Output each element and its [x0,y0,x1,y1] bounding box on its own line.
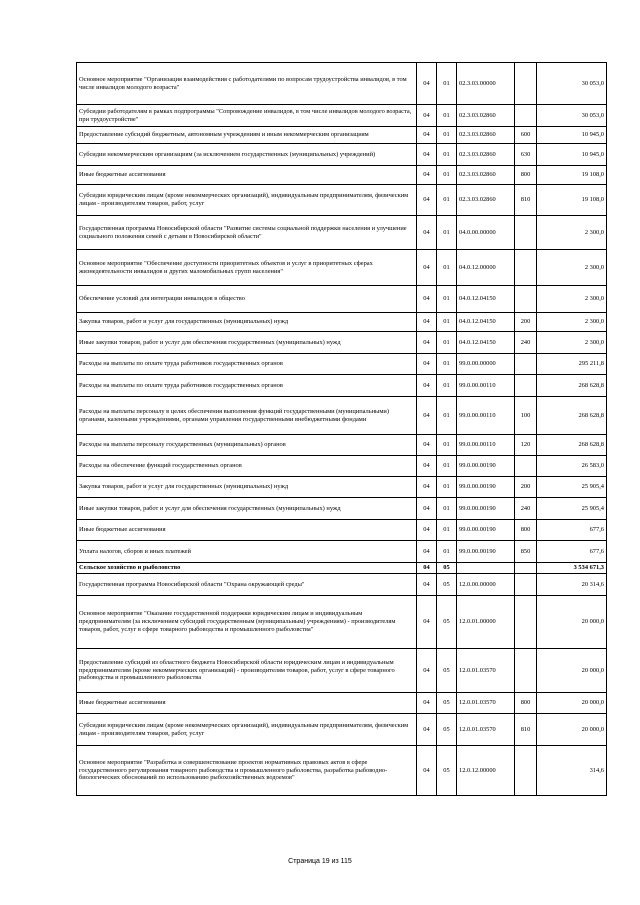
row-expense-type: 200 [515,477,537,498]
row-expense-type [515,216,537,250]
row-subsection: 01 [437,354,457,375]
row-target-code: 04.0.12.04150 [457,286,515,313]
row-name: Расходы на выплаты персоналу в целях обеспечения выполнения функций государственными (муниципальными) органами, казенными учреждениями, органами управления государственными внебюджетными фондами [77,397,417,435]
row-subsection: 01 [437,127,457,144]
row-subsection: 01 [437,144,457,166]
table-row [77,477,607,498]
row-expense-type: 600 [515,127,537,144]
row-target-code: 12.0.01.03570 [457,714,515,746]
row-name: Закупка товаров, работ и услуг для государственных (муниципальных) нужд [77,313,417,332]
row-expense-type: 200 [515,313,537,332]
row-amount: 677,6 [537,541,607,563]
row-expense-type: 850 [515,541,537,563]
row-expense-type: 810 [515,185,537,216]
row-target-code: 02.3.03.02860 [457,105,515,127]
row-amount: 2 300,0 [537,250,607,286]
table-row [77,541,607,563]
row-name: Иные закупки товаров, работ и услуг для обеспечения государственных (муниципальных) нужд [77,498,417,520]
row-expense-type [515,563,537,574]
row-section: 04 [417,456,437,477]
row-amount: 19 108,0 [537,166,607,185]
table-row [77,435,607,456]
row-name: Основное мероприятие "Разработка и совершенствование проектов нормативных правовых актов в сфере государственного регулирования товарного рыбоводства и промышленного рыболовства, разработка рыбоводно-биологических обоснований по использованию рыбохозяйственных водоемов" [77,746,417,796]
row-amount: 2 300,0 [537,332,607,354]
row-name: Расходы на обеспечение функций государственных органов [77,456,417,477]
table-row [77,693,607,714]
row-name: Государственная программа Новосибирской области "Охрана окружающей среды" [77,574,417,596]
row-section: 04 [417,313,437,332]
row-expense-type [515,354,537,375]
row-subsection: 01 [437,332,457,354]
row-subsection: 01 [437,216,457,250]
row-section: 04 [417,354,437,375]
row-subsection: 05 [437,574,457,596]
row-subsection: 05 [437,596,457,649]
row-section: 04 [417,375,437,397]
row-amount: 20 000,0 [537,693,607,714]
row-section: 04 [417,649,437,693]
row-amount: 20 314,6 [537,574,607,596]
table-row [77,250,607,286]
row-subsection: 05 [437,714,457,746]
row-name: Уплата налогов, сборов и иных платежей [77,541,417,563]
row-expense-type: 800 [515,166,537,185]
row-subsection: 01 [437,477,457,498]
row-target-code: 99.0.00.00190 [457,477,515,498]
row-expense-type [515,286,537,313]
row-target-code: 04.0.12.00000 [457,250,515,286]
row-target-code: 04.0.00.00000 [457,216,515,250]
row-name: Расходы на выплаты по оплате труда работников государственных органов [77,354,417,375]
row-section: 04 [417,105,437,127]
row-subsection: 01 [437,397,457,435]
row-amount: 26 583,0 [537,456,607,477]
row-target-code: 04.0.12.04150 [457,332,515,354]
budget-table-body [77,63,607,796]
row-expense-type: 100 [515,397,537,435]
row-section: 04 [417,541,437,563]
row-expense-type: 120 [515,435,537,456]
row-section: 04 [417,216,437,250]
table-row [77,332,607,354]
row-amount: 3 534 671,3 [537,563,607,574]
row-expense-type: 240 [515,332,537,354]
row-subsection: 01 [437,105,457,127]
row-name: Предоставление субсидий из областного бюджета Новосибирской области юридическим лицам и индивидуальным предпринимателям (кроме некоммерческих организаций) - производителям товаров, работ, услуг в сфере товарного рыбоводства и промышленного рыболовства [77,649,417,693]
table-row [77,498,607,520]
row-amount: 30 053,0 [537,105,607,127]
row-subsection: 01 [437,541,457,563]
row-target-code: 99.0.00.00110 [457,375,515,397]
row-target-code: 99.0.00.00110 [457,435,515,456]
table-row [77,563,607,574]
row-target-code: 02.3.03.02860 [457,127,515,144]
row-section: 04 [417,477,437,498]
table-row [77,375,607,397]
row-amount: 19 108,0 [537,185,607,216]
row-section: 04 [417,397,437,435]
row-target-code: 12.0.01.03570 [457,649,515,693]
row-target-code [457,563,515,574]
row-name: Субсидии юридическим лицам (кроме некоммерческих организаций), индивидуальным предпринимателям, физическим лицам - производителям товаров, работ, услуг [77,185,417,216]
budget-table [76,62,607,796]
row-subsection: 01 [437,375,457,397]
table-row [77,144,607,166]
row-expense-type: 810 [515,714,537,746]
row-name: Субсидии некоммерческим организациям (за исключением государственных (муниципальных) учреждений) [77,144,417,166]
row-target-code: 12.0.01.03570 [457,693,515,714]
row-target-code: 02.3.03.02860 [457,166,515,185]
row-name: Обеспечение условий для интеграции инвалидов в общество [77,286,417,313]
table-row [77,456,607,477]
row-expense-type [515,574,537,596]
row-section: 04 [417,520,437,541]
table-row [77,746,607,796]
row-section: 04 [417,435,437,456]
row-target-code: 02.3.03.02860 [457,144,515,166]
table-row [77,313,607,332]
row-subsection: 01 [437,435,457,456]
row-subsection: 01 [437,456,457,477]
table-row [77,714,607,746]
row-name: Субсидии работодателям в рамках подпрограммы "Сопровождение инвалидов, в том числе инвалидов молодого возраста, при трудоустройстве" [77,105,417,127]
row-amount: 20 000,0 [537,649,607,693]
table-row [77,354,607,375]
row-subsection: 05 [437,563,457,574]
row-name: Иные бюджетные ассигнования [77,166,417,185]
row-amount: 2 300,0 [537,313,607,332]
row-expense-type [515,746,537,796]
row-target-code: 12.0.12.00000 [457,746,515,796]
row-subsection: 01 [437,166,457,185]
row-subsection: 01 [437,520,457,541]
row-name: Расходы на выплаты по оплате труда работников государственных органов [77,375,417,397]
row-target-code: 99.0.00.00110 [457,397,515,435]
row-subsection: 01 [437,250,457,286]
budget-sheet [76,62,606,796]
row-expense-type: 630 [515,144,537,166]
row-subsection: 01 [437,498,457,520]
row-amount: 20 000,0 [537,596,607,649]
row-subsection: 01 [437,286,457,313]
row-expense-type [515,596,537,649]
row-name: Предоставление субсидий бюджетным, автономным учреждениям и иным некоммерческим организациям [77,127,417,144]
row-target-code: 99.0.00.00190 [457,456,515,477]
row-section: 04 [417,746,437,796]
table-row [77,649,607,693]
row-section: 04 [417,144,437,166]
table-row [77,520,607,541]
table-row [77,596,607,649]
table-row [77,286,607,313]
page-number: Страница 19 из 115 [288,858,352,865]
table-row [77,397,607,435]
row-amount: 314,6 [537,746,607,796]
row-amount: 268 628,8 [537,375,607,397]
row-section: 04 [417,596,437,649]
row-expense-type [515,649,537,693]
row-amount: 268 628,8 [537,435,607,456]
row-section: 04 [417,693,437,714]
row-section: 04 [417,250,437,286]
row-target-code: 12.0.01.00000 [457,596,515,649]
row-target-code: 02.3.03.02860 [457,185,515,216]
row-section: 04 [417,63,437,105]
row-subsection: 05 [437,649,457,693]
table-row [77,216,607,250]
row-name: Расходы на выплаты персоналу государственных (муниципальных) органов [77,435,417,456]
row-expense-type [515,105,537,127]
row-expense-type [515,250,537,286]
row-amount: 10 945,0 [537,127,607,144]
table-row [77,105,607,127]
row-amount: 30 053,0 [537,63,607,105]
row-name: Основное мероприятие "Обеспечение доступности приоритетных объектов и услуг в приоритетных сферах жизнедеятельности инвалидов и других маломобильных групп населения" [77,250,417,286]
row-expense-type [515,456,537,477]
row-subsection: 01 [437,63,457,105]
row-target-code: 04.0.12.04150 [457,313,515,332]
row-name: Закупка товаров, работ и услуг для государственных (муниципальных) нужд [77,477,417,498]
row-amount: 10 945,0 [537,144,607,166]
row-section: 04 [417,332,437,354]
row-amount: 25 905,4 [537,498,607,520]
row-section: 04 [417,166,437,185]
row-target-code: 02.3.03.00000 [457,63,515,105]
row-name: Иные бюджетные ассигнования [77,520,417,541]
row-section: 04 [417,286,437,313]
row-section: 04 [417,563,437,574]
row-subsection: 05 [437,746,457,796]
table-row [77,166,607,185]
row-amount: 25 905,4 [537,477,607,498]
row-section: 04 [417,185,437,216]
row-subsection: 05 [437,693,457,714]
table-row [77,127,607,144]
row-amount: 2 300,0 [537,286,607,313]
row-target-code: 99.0.00.00190 [457,498,515,520]
row-amount: 295 211,8 [537,354,607,375]
row-expense-type: 800 [515,520,537,541]
row-target-code: 99.0.00.00190 [457,520,515,541]
row-name: Субсидии юридическим лицам (кроме некоммерческих организаций), индивидуальным предпринимателям, физическим лицам - производителям товаров, работ, услуг [77,714,417,746]
row-expense-type: 240 [515,498,537,520]
row-subsection: 01 [437,313,457,332]
row-expense-type: 800 [515,693,537,714]
row-name: Иные закупки товаров, работ и услуг для обеспечения государственных (муниципальных) нужд [77,332,417,354]
row-name: Основное мероприятие "Оказание государственной поддержки юридическим лицам и индивидуальным предпринимателям (за исключением субсидий государственным (муниципальным) учреждениям) - производителям товаров, работ, услуг в сфере товарного рыбоводства и промышленного рыболовства" [77,596,417,649]
row-section: 04 [417,498,437,520]
row-target-code: 99.0.00.00000 [457,354,515,375]
row-name: Сельское хозяйство и рыболовство [77,563,417,574]
row-name: Государственная программа Новосибирской области "Развитие системы социальной поддержки населения и улучшение социального положения семей с детьми в Новосибирской области" [77,216,417,250]
table-row [77,574,607,596]
row-name: Основное мероприятие "Организация взаимодействия с работодателями по вопросам трудоустройства инвалидов, в том числе инвалидов молодого возраста" [77,63,417,105]
row-amount: 2 300,0 [537,216,607,250]
row-amount: 268 628,8 [537,397,607,435]
row-amount: 20 000,0 [537,714,607,746]
row-section: 04 [417,574,437,596]
row-subsection: 01 [437,185,457,216]
row-target-code: 99.0.00.00190 [457,541,515,563]
row-name: Иные бюджетные ассигнования [77,693,417,714]
table-row [77,185,607,216]
row-section: 04 [417,714,437,746]
row-expense-type [515,375,537,397]
table-row [77,63,607,105]
row-target-code: 12.0.00.00000 [457,574,515,596]
row-expense-type [515,63,537,105]
row-amount: 677,6 [537,520,607,541]
row-section: 04 [417,127,437,144]
